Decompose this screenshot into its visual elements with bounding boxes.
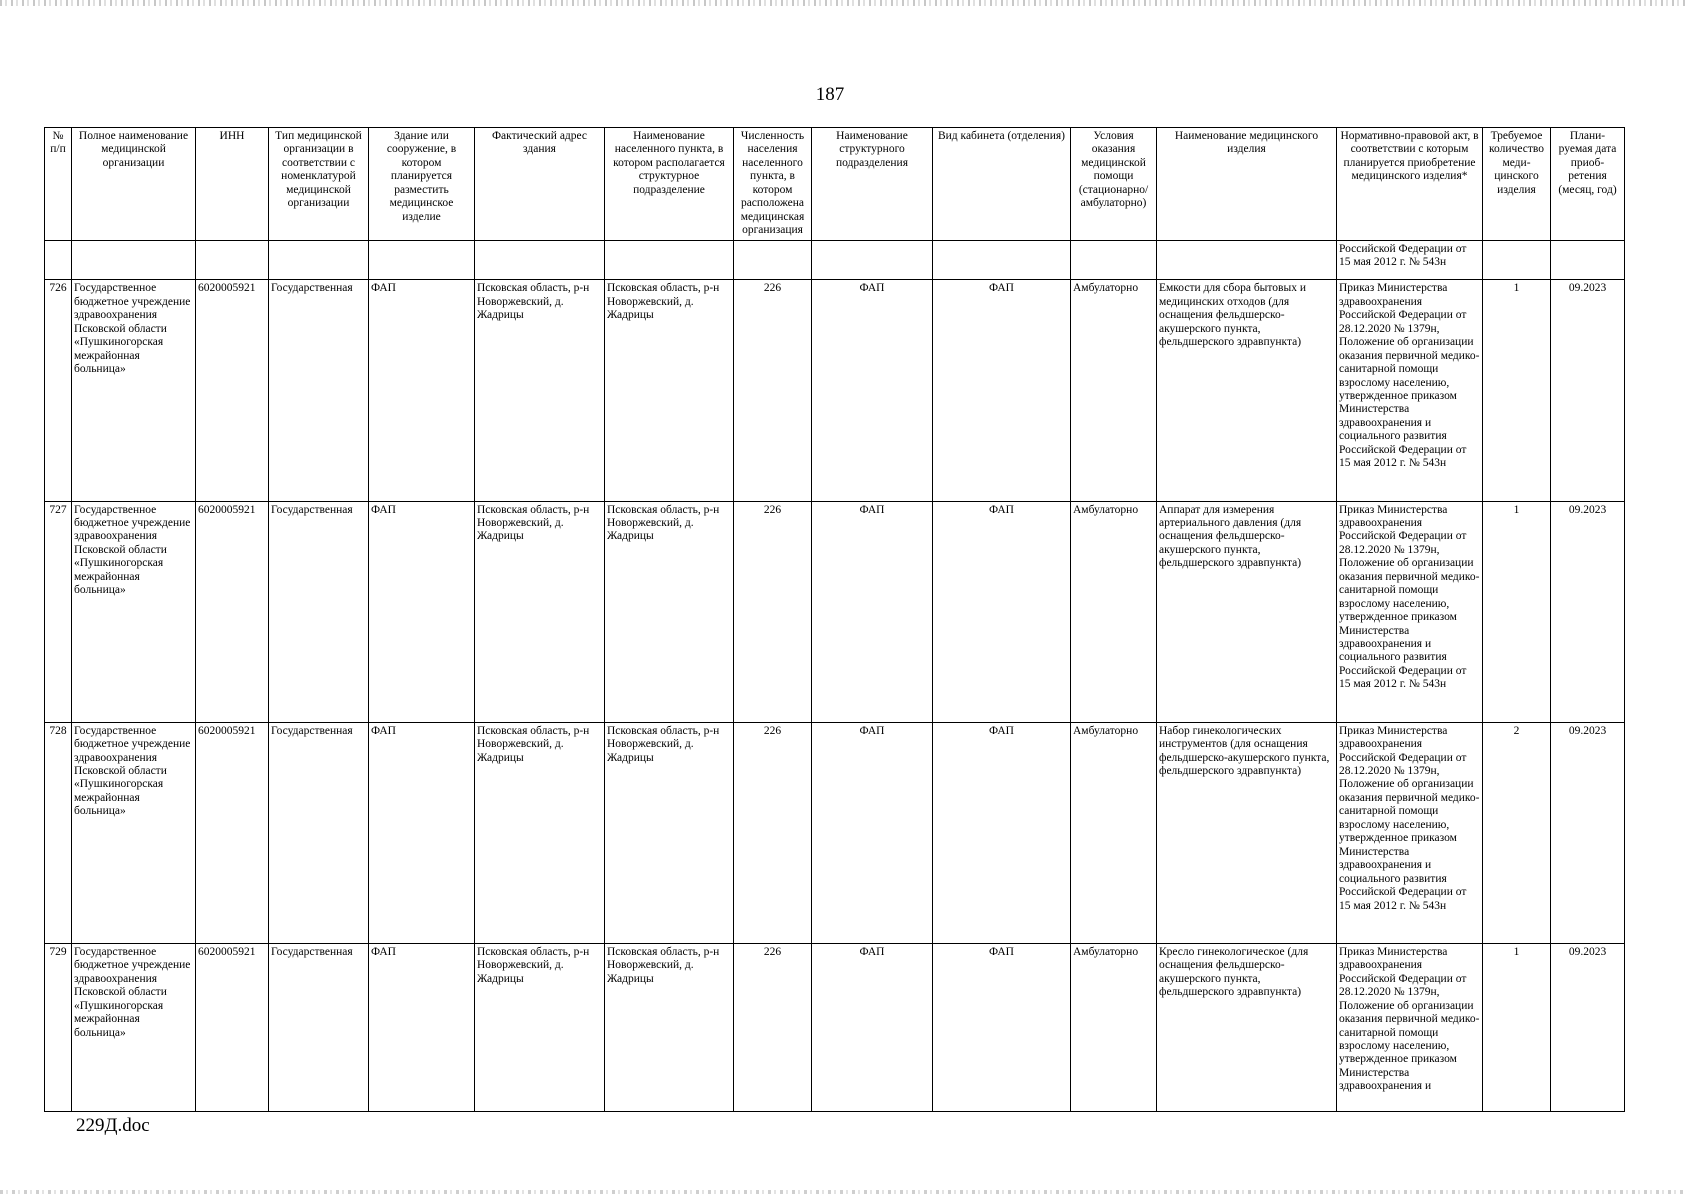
column-header: Наименование структурного подразделения <box>812 128 933 241</box>
table-header-row <box>45 128 1625 241</box>
row-number: 726 <box>45 280 72 501</box>
address-cell: Псковская область, р-н Новоржевский, д. Жадрицы <box>475 280 605 501</box>
inn-cell: 6020005921 <box>196 501 269 722</box>
building-cell: ФАП <box>369 943 475 1111</box>
row-number: 727 <box>45 501 72 722</box>
scan-edge-top <box>0 0 1686 6</box>
date-cell: 09.2023 <box>1551 501 1625 722</box>
column-header: Вид кабинета (отделения) <box>933 128 1071 241</box>
column-header: Требуемое количество меди-цинского изделия <box>1483 128 1551 241</box>
quantity-cell: 1 <box>1483 501 1551 722</box>
cabinet-cell: ФАП <box>933 943 1071 1111</box>
row-number: 729 <box>45 943 72 1111</box>
quantity-cell: 2 <box>1483 722 1551 943</box>
population-cell: 226 <box>734 501 812 722</box>
address-cell: Псковская область, р-н Новоржевский, д. Жадрицы <box>475 501 605 722</box>
act-cell: Приказ Министерства здравоохранения Российской Федерации от 28.12.2020 № 1379н, Положение об организации оказания первичной медико-санитарной помощи взрослому населению, утвержденное приказом Министерства здравоохранения и социального развития Российской Федерации от 15 мая 2012 г. № 543н <box>1337 722 1483 943</box>
act-cell: Приказ Министерства здравоохранения Российской Федерации от 28.12.2020 № 1379н, Положение об организации оказания первичной медико-санитарной помощи взрослому населению, утвержденное приказом Министерства здравоохранения и социального развития Российской Федерации от 15 мая 2012 г. № 543н <box>1337 280 1483 501</box>
conditions-cell: Амбулаторно <box>1071 501 1157 722</box>
population-cell: 226 <box>734 280 812 501</box>
device-cell: Емкости для сбора бытовых и медицинских отходов (для оснащения фельдшерско-акушерского пункта, фельдшерского здравпункта) <box>1157 280 1337 501</box>
building-cell: ФАП <box>369 501 475 722</box>
unit-cell: ФАП <box>812 943 933 1111</box>
column-header: ИНН <box>196 128 269 241</box>
building-cell: ФАП <box>369 722 475 943</box>
building-cell: ФАП <box>369 280 475 501</box>
organization-cell: Государственное бюджетное учреждение здравоохранения Псковской области «Пушкиногорская межрайонная больница» <box>72 943 196 1111</box>
column-header: Наименование населенного пункта, в котором располагается структурное подразделение <box>605 128 734 241</box>
population-cell: 226 <box>734 943 812 1111</box>
column-header: Наименование медицинского изделия <box>1157 128 1337 241</box>
column-header: Нормативно-правовой акт, в соответствии с которым планируется приобретение медицинского изделия* <box>1337 128 1483 241</box>
locality-cell: Псковская область, р-н Новоржевский, д. Жадрицы <box>605 943 734 1111</box>
table-row <box>45 943 1625 1111</box>
org-type-cell: Государственная <box>269 722 369 943</box>
inn-cell: 6020005921 <box>196 943 269 1111</box>
equipment-register-table <box>44 127 1625 1112</box>
column-header: Полное наименование медицинской организации <box>72 128 196 241</box>
address-cell: Псковская область, р-н Новоржевский, д. Жадрицы <box>475 722 605 943</box>
date-cell: 09.2023 <box>1551 722 1625 943</box>
table-row <box>45 722 1625 943</box>
column-header: Численность населения населенного пункта, в котором расположена медицинская организация <box>734 128 812 241</box>
document-filename: 229Д.doc <box>76 1115 150 1136</box>
scan-edge-bottom <box>0 1190 1686 1194</box>
population-cell: 226 <box>734 722 812 943</box>
column-header: Фактический адрес здания <box>475 128 605 241</box>
organization-cell: Государственное бюджетное учреждение здравоохранения Псковской области «Пушкиногорская межрайонная больница» <box>72 722 196 943</box>
column-header: Здание или сооружение, в котором планируется разместить медицинское изделие <box>369 128 475 241</box>
page-number: 187 <box>815 84 845 105</box>
organization-cell: Государственное бюджетное учреждение здравоохранения Псковской области «Пушкиногорская межрайонная больница» <box>72 501 196 722</box>
org-type-cell: Государственная <box>269 280 369 501</box>
cabinet-cell: ФАП <box>933 722 1071 943</box>
date-cell: 09.2023 <box>1551 943 1625 1111</box>
locality-cell: Псковская область, р-н Новоржевский, д. Жадрицы <box>605 501 734 722</box>
quantity-cell: 1 <box>1483 943 1551 1111</box>
conditions-cell: Амбулаторно <box>1071 943 1157 1111</box>
org-type-cell: Государственная <box>269 501 369 722</box>
quantity-cell: 1 <box>1483 280 1551 501</box>
conditions-cell: Амбулаторно <box>1071 280 1157 501</box>
cabinet-cell: ФАП <box>933 280 1071 501</box>
cabinet-cell: ФАП <box>933 501 1071 722</box>
date-cell: 09.2023 <box>1551 280 1625 501</box>
column-header: Плани-руемая дата приоб-ретения (месяц, год) <box>1551 128 1625 241</box>
device-cell: Кресло гинекологическое (для оснащения фельдшерско-акушерского пункта, фельдшерского здравпункта) <box>1157 943 1337 1111</box>
device-cell: Набор гинекологических инструментов (для оснащения фельдшерско-акушерского пункта, фельдшерского здравпункта) <box>1157 722 1337 943</box>
act-cell: Приказ Министерства здравоохранения Российской Федерации от 28.12.2020 № 1379н, Положение об организации оказания первичной медико-санитарной помощи взрослому населению, утвержденное приказом Министерства здравоохранения и социального развития Российской Федерации от 15 мая 2012 г. № 543н <box>1337 501 1483 722</box>
inn-cell: 6020005921 <box>196 280 269 501</box>
org-type-cell: Государственная <box>269 943 369 1111</box>
address-cell: Псковская область, р-н Новоржевский, д. Жадрицы <box>475 943 605 1111</box>
inn-cell: 6020005921 <box>196 722 269 943</box>
table-row <box>45 280 1625 501</box>
unit-cell: ФАП <box>812 280 933 501</box>
organization-cell: Государственное бюджетное учреждение здравоохранения Псковской области «Пушкиногорская межрайонная больница» <box>72 280 196 501</box>
unit-cell: ФАП <box>812 501 933 722</box>
device-cell: Аппарат для измерения артериального давления (для оснащения фельдшерско-акушерского пункта, фельдшерского здравпункта) <box>1157 501 1337 722</box>
column-header: № п/п <box>45 128 72 241</box>
unit-cell: ФАП <box>812 722 933 943</box>
column-header: Условия оказания медицинской помощи (стационарно/ амбулаторно) <box>1071 128 1157 241</box>
column-header: Тип медицинской организации в соответствии с номенклатурой медицинской организации <box>269 128 369 241</box>
conditions-cell: Амбулаторно <box>1071 722 1157 943</box>
table-row <box>45 501 1625 722</box>
row-number: 728 <box>45 722 72 943</box>
continuation-row <box>45 240 1625 280</box>
act-cell: Российской Федерации от 15 мая 2012 г. № 543н <box>1337 240 1483 280</box>
locality-cell: Псковская область, р-н Новоржевский, д. Жадрицы <box>605 722 734 943</box>
act-cell: Приказ Министерства здравоохранения Российской Федерации от 28.12.2020 № 1379н, Положение об организации оказания первичной медико-санитарной помощи взрослому населению, утвержденное приказом Министерства здравоохранения и <box>1337 943 1483 1111</box>
locality-cell: Псковская область, р-н Новоржевский, д. Жадрицы <box>605 280 734 501</box>
